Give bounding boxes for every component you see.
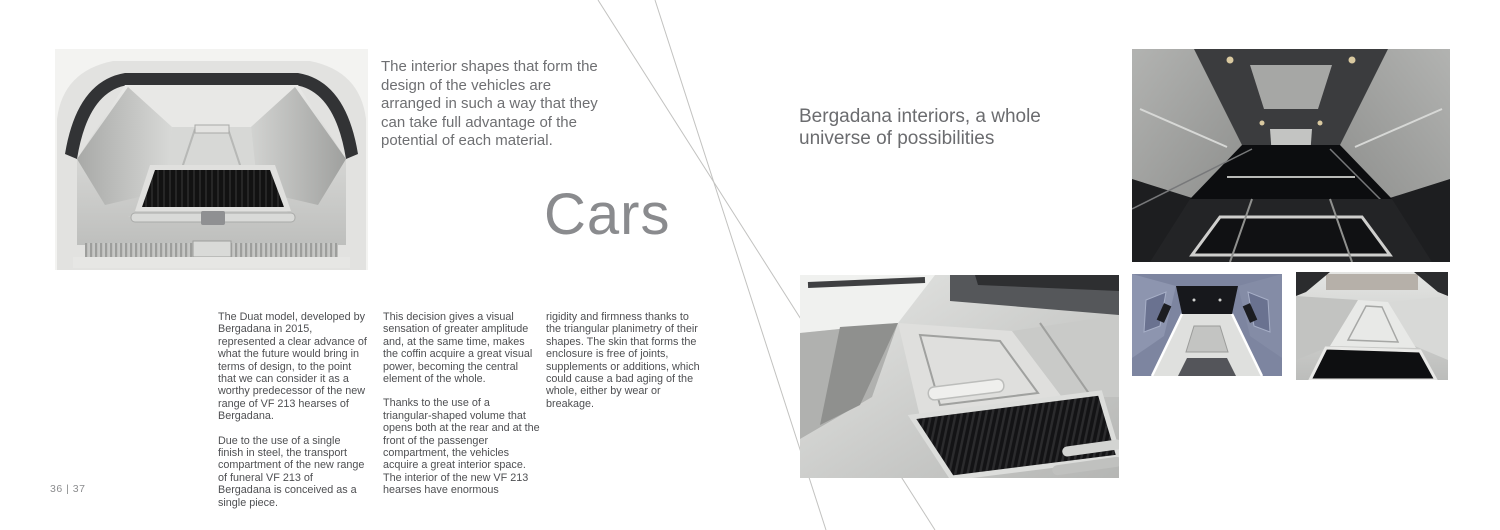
intro-paragraph: The interior shapes that form the design of the vehicles are arranged in such a way that they can take full advantage of the potential of each material. — [381, 58, 598, 149]
paragraph: rigidity and firmness thanks to the triangular planimetry of their shapes. The skin that forms the enclosure is free of joints, supplements or additions, which could cause a bad aging of the whole, either by wear or breakage. — [546, 311, 700, 410]
section-title: Cars — [544, 182, 671, 247]
photo-black-glass-interior — [1132, 49, 1450, 262]
photo-steel-rear-compartment — [55, 49, 368, 270]
body-column-1 — [218, 311, 368, 521]
photo-steel-compartment-closeup — [800, 275, 1119, 478]
paragraph: Due to the use of a single finish in steel, the transport compartment of the new range of funeral VF 213 of Bergadana is conceived as a single piece. — [218, 434, 365, 509]
paragraph: Thanks to the use of a triangular-shaped volume that opens both at the rear and at the front of the passenger compartment, the vehicles acquire a great interior space. The interior of the new VF 213 hearses have enormous — [383, 397, 540, 497]
paragraph: The Duat model, developed by Bergadana in 2015, represented a clear advance of what the future would bring in terms of design, to the point that we can consider it as a worthy predecessor of the new range of VF 213 hearses of Bergadana. — [218, 311, 367, 423]
right-page-heading: Bergadana interiors, a whole universe of possibilities — [799, 106, 1041, 149]
body-column-2 — [383, 311, 541, 509]
page-folio: 36 | 37 — [50, 483, 86, 495]
photo-steel-interior-with-mat — [1296, 272, 1448, 380]
photo-blue-lit-interior — [1132, 274, 1282, 376]
body-column-3 — [546, 311, 700, 422]
paragraph: This decision gives a visual sensation of greater amplitude and, at the same time, makes the coffin acquire a great visual power, becoming the central element of the whole. — [383, 311, 533, 386]
